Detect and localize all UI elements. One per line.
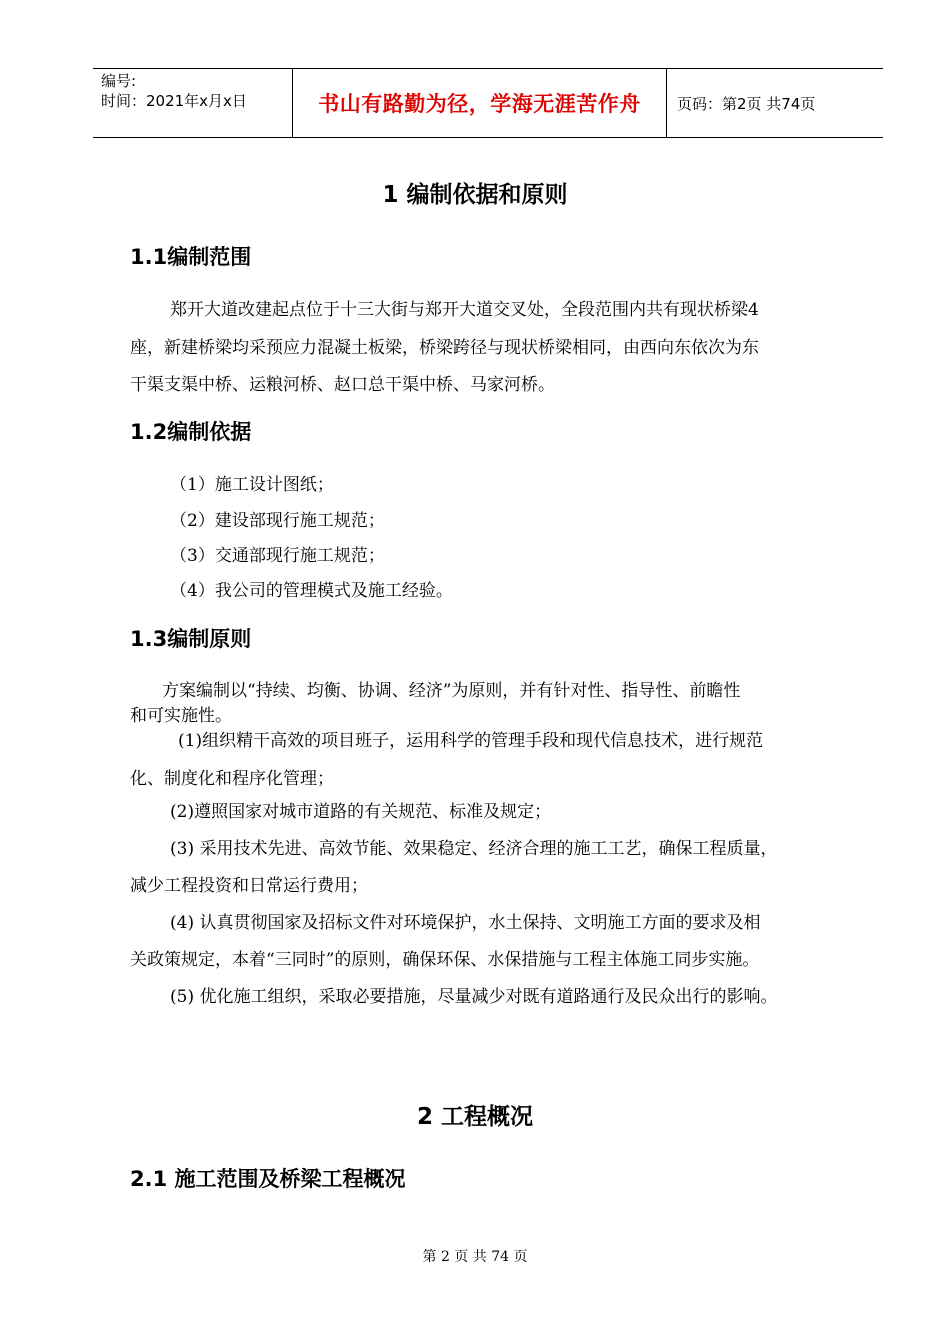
page-footer: 第 2 页 共 74 页	[422, 1249, 528, 1265]
paragraph-line: 方案编制以“持续、均衡、协调、经济”为原则，并有针对性、指导性、前瞻性	[162, 681, 741, 701]
paragraph-line: 关政策规定，本着“三同时”的原则，确保环保、水保措施与工程主体施工同步实施。	[130, 950, 760, 970]
paragraph-line: (4) 认真贯彻国家及招标文件对环境保护，水土保持、文明施工方面的要求及相	[170, 913, 761, 933]
section-1-title: 1 编制依据和原则	[382, 182, 568, 208]
paragraph-line: 干渠支渠中桥、运粮河桥、赵口总干渠中桥、马家河桥。	[130, 375, 555, 395]
list-item: （1）施工设计图纸；	[170, 475, 334, 495]
list-item: （4）我公司的管理模式及施工经验。	[170, 581, 453, 601]
section-2-title: 2 工程概况	[416, 1104, 533, 1130]
paragraph-line: (1)组织精干高效的项目班子，运用科学的管理手段和现代信息技术，进行规范	[178, 731, 764, 751]
paragraph-line: 化、制度化和程序化管理；	[130, 769, 334, 789]
header-motto: 书山有路勤为径，学海无涯苦作舟	[293, 69, 667, 137]
paragraph-line: (3) 采用技术先进、高效节能、效果稳定、经济合理的施工工艺，确保工程质量，	[170, 839, 778, 859]
section-1-2-title: 1.2编制依据	[130, 420, 252, 444]
paragraph-line: 座，新建桥梁均采预应力混凝土板梁，桥梁跨径与现状桥梁相同，由西向东依次为东	[130, 338, 759, 358]
section-1-3-title: 1.3编制原则	[130, 627, 252, 651]
paragraph-line: 减少工程投资和日常运行费用；	[130, 876, 368, 896]
paragraph-line: (5) 优化施工组织，采取必要措施，尽量减少对既有道路通行及民众出行的影响。	[170, 987, 778, 1007]
list-item: （3）交通部现行施工规范；	[170, 546, 385, 566]
page-header	[93, 68, 883, 138]
header-page-number: 页码：第2页 共74页	[677, 94, 816, 113]
document-time: 时间：2021年x月x日	[101, 92, 247, 110]
document-number-label: 编号:	[101, 72, 137, 90]
list-item: （2）建设部现行施工规范；	[170, 511, 385, 531]
paragraph-line: (2)遵照国家对城市道路的有关规范、标准及规定；	[170, 802, 552, 822]
section-2-1-title: 2.1 施工范围及桥梁工程概况	[130, 1167, 406, 1191]
header-meta	[93, 69, 293, 137]
paragraph-line: 郑开大道改建起点位于十三大街与郑开大道交叉处，全段范围内共有现状桥梁4	[170, 300, 759, 320]
paragraph-line: 和可实施性。	[130, 706, 232, 726]
section-1-1-title: 1.1编制范围	[130, 245, 252, 269]
